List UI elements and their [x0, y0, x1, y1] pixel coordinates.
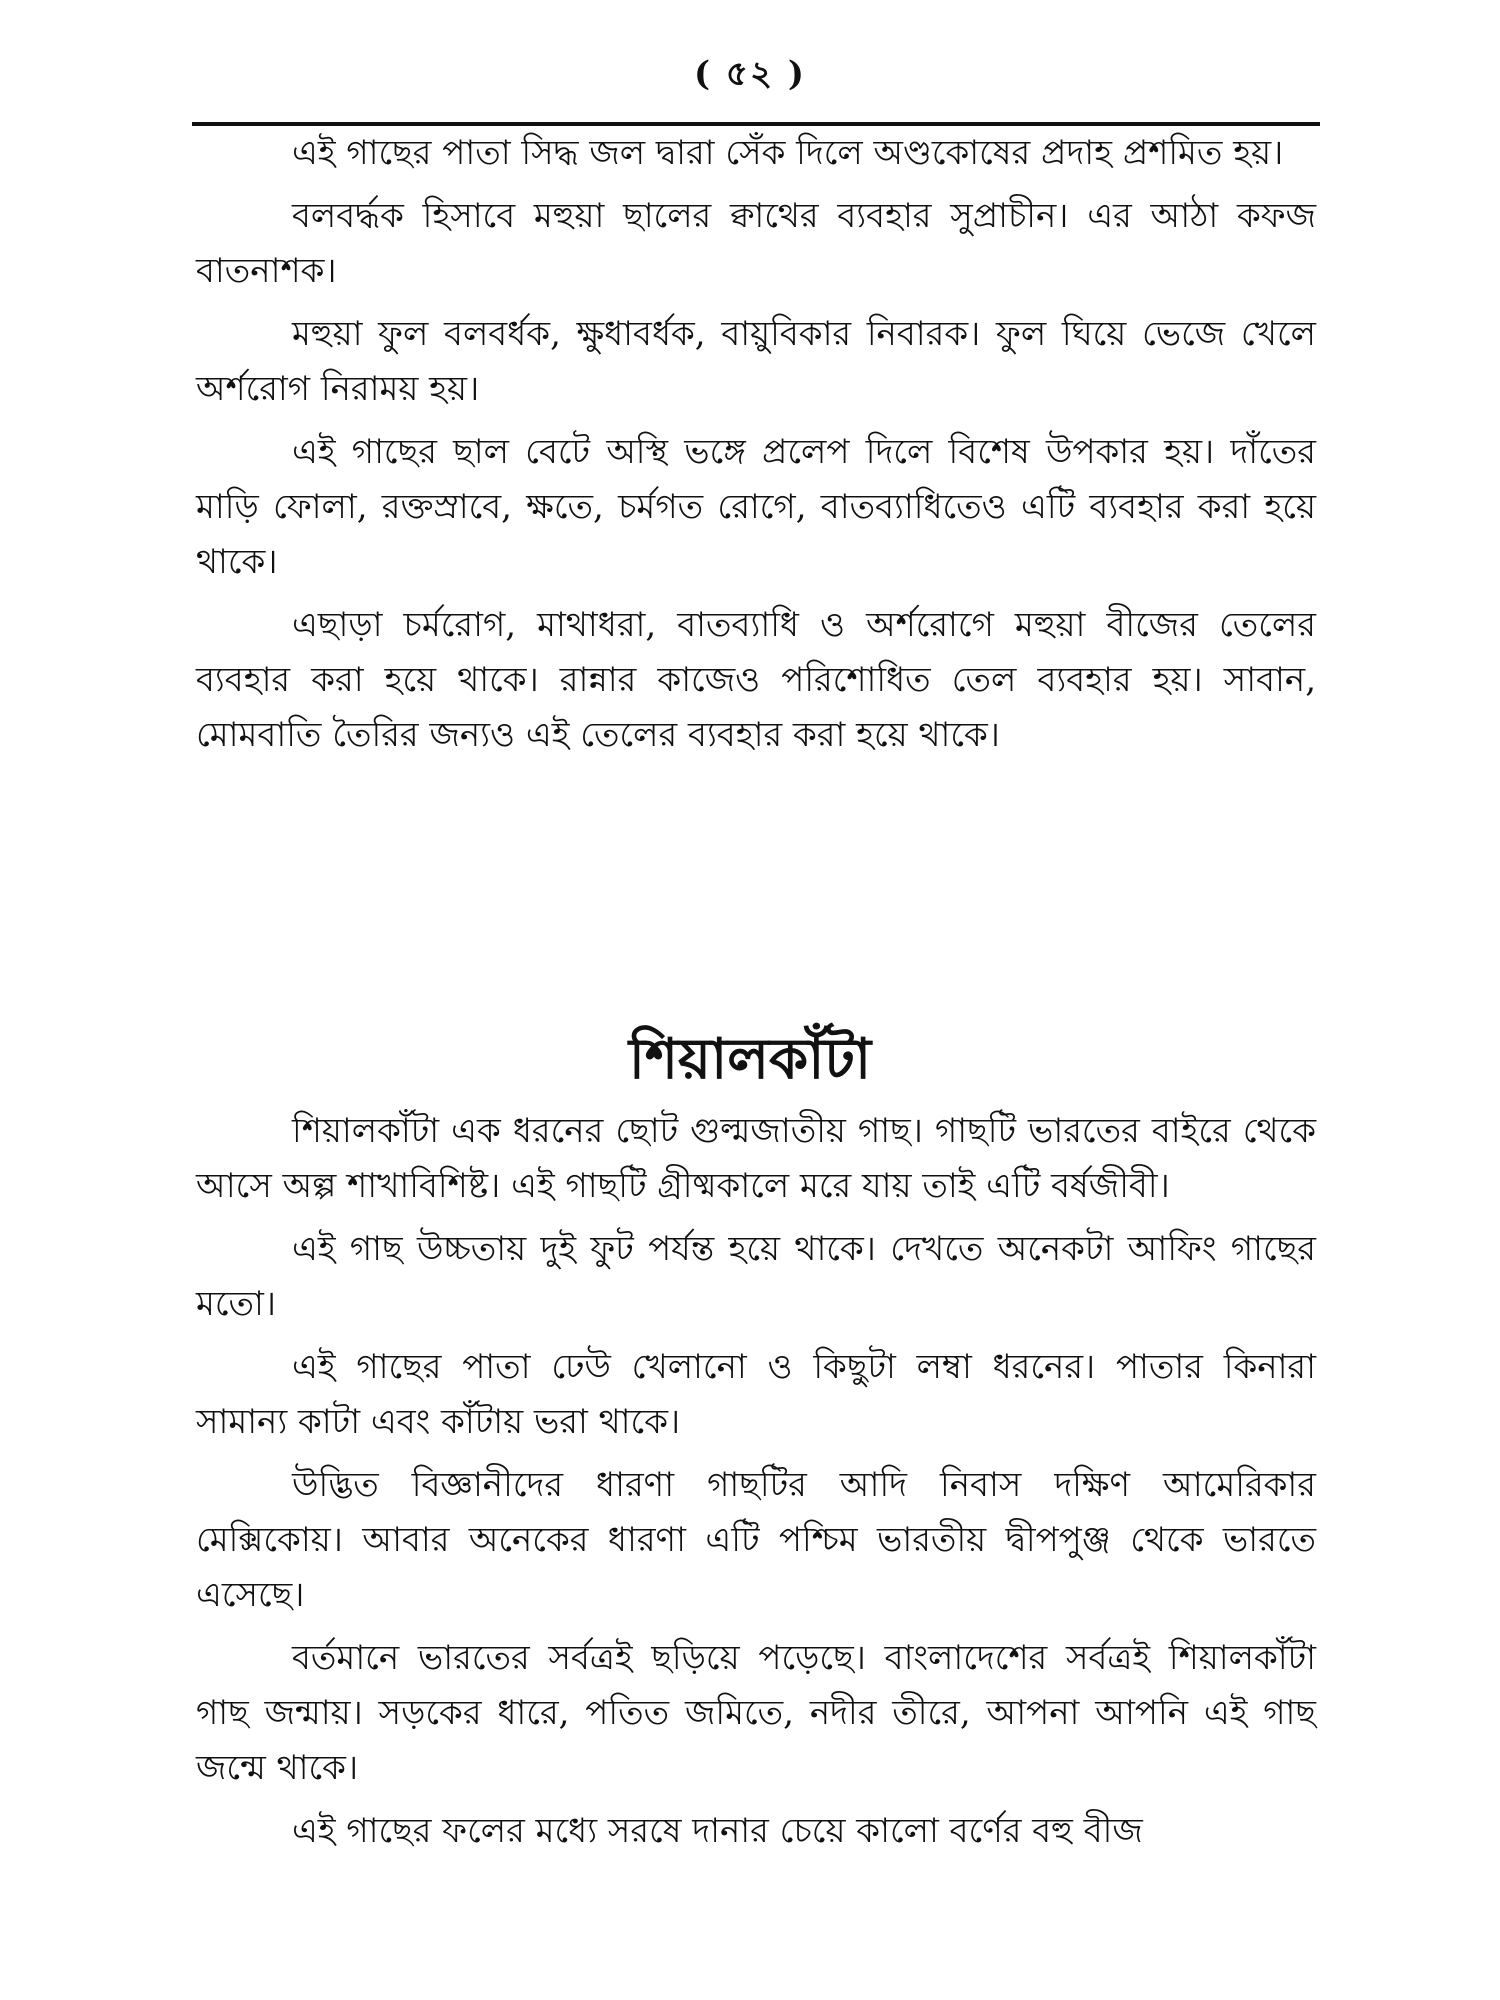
paragraph: এই গাছের পাতা ঢেউ খেলানো ও কিছুটা লম্বা ধরনের। পাতার কিনারা সামান্য কাটা এবং কাঁটায় ভরা থাকে।	[196, 1347, 1316, 1442]
paragraph: এই গাছের পাতা সিদ্ধ জল দ্বারা সেঁক দিলে অণ্ডকোষের প্রদাহ প্রশমিত হয়।	[292, 133, 1284, 173]
paragraph: শিয়ালকাঁটা এক ধরনের ছোট গুল্মজাতীয় গাছ। গাছটি ভারতের বাইরে থেকে আসে অল্প শাখাবিশিষ্ট। এই গাছটি গ্রীষ্মকালে মরে যায় তাই এটি বর্ষজীবী।	[196, 1111, 1316, 1206]
paragraph: এছাড়া চর্মরোগ, মাথাধরা, বাতব্যাধি ও অর্শরোগে মহুয়া বীজের তেলের ব্যবহার করা হয়ে থাকে। রান্নার কাজেও পরিশোধিত তেল ব্যবহার হয়। সাবান, মোমবাতি তৈরির জন্যও এই তেলের ব্যবহার করা হয়ে থাকে।	[196, 605, 1316, 755]
section-text-block	[196, 1104, 1316, 1867]
paragraph: এই গাছের ফলের মধ্যে সরষে দানার চেয়ে কালো বর্ণের বহু বীজ	[292, 1811, 1143, 1851]
paragraph: বলবর্দ্ধক হিসাবে মহুয়া ছালের ক্বাথের ব্যবহার সুপ্রাচীন। এর আঠা কফজ বাতনাশক।	[196, 196, 1316, 291]
paragraph: উদ্ভিত বিজ্ঞানীদের ধারণা গাছটির আদি নিবাস দক্ষিণ আমেরিকার মেক্সিকোয়। আবার অনেকের ধারণা এটি পশ্চিম ভারতীয় দ্বীপপুঞ্জ থেকে ভারতে এসেছে।	[196, 1465, 1316, 1615]
paragraph: এই গাছ উচ্চতায় দুই ফুট পর্যন্ত হয়ে থাকে। দেখতে অনেকটা আফিং গাছের মতো।	[196, 1229, 1316, 1324]
page-number: ( ৫২ )	[693, 54, 807, 94]
section-heading: শিয়ালকাঁটা	[628, 1026, 872, 1092]
paragraph: এই গাছের ছাল বেটে অস্থি ভঙ্গে প্রলেপ দিলে বিশেষ উপকার হয়। দাঁতের মাড়ি ফোলা, রক্তস্রাবে, ক্ষতে, চর্মগত রোগে, বাতব্যাধিতেও এটি ব্যবহার করা হয়ে থাকে।	[196, 432, 1316, 582]
top-text-block	[196, 126, 1316, 771]
paragraph: বর্তমানে ভারতের সর্বত্রই ছড়িয়ে পড়েছে। বাংলাদেশের সর্বত্রই শিয়ালকাঁটা গাছ জন্মায়। সড়কের ধারে, পতিত জমিতে, নদীর তীরে, আপনা আপনি এই গাছ জন্মে থাকে।	[196, 1638, 1316, 1788]
paragraph: মহুয়া ফুল বলবর্ধক, ক্ষুধাবর্ধক, বায়ুবিকার নিবারক। ফুল ঘিয়ে ভেজে খেলে অর্শরোগ নিরাময় হয়।	[196, 314, 1316, 409]
